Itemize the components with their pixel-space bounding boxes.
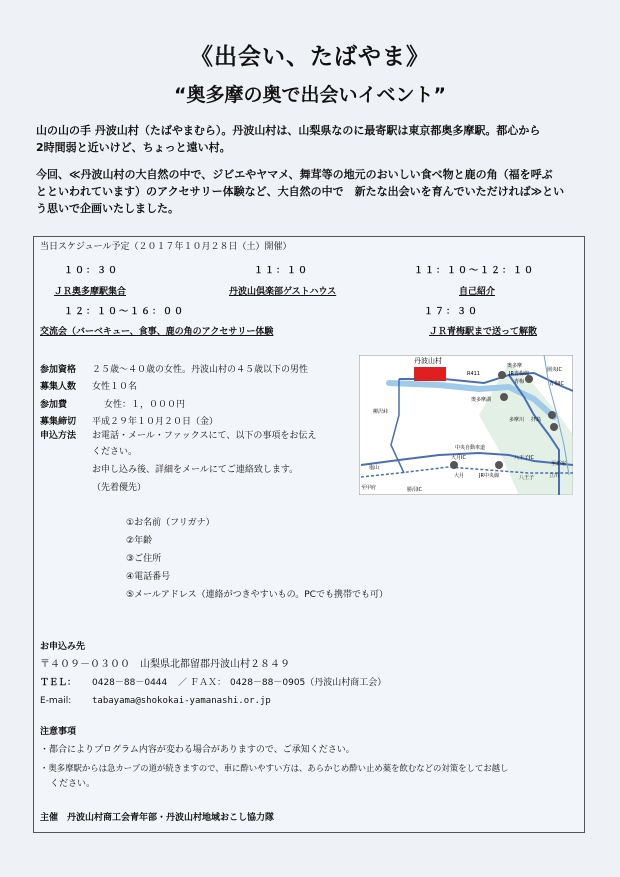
intro-paragraph-2 xyxy=(36,166,596,217)
application-method-label: 申込方法 xyxy=(40,431,77,441)
schedule-place-3: 自己紹介 xyxy=(459,287,496,297)
required-item-age: ②年齢 xyxy=(126,536,153,546)
map-label: 拝島 xyxy=(531,417,542,423)
map-station-okutama xyxy=(498,371,506,379)
deadline-label: 募集締切 xyxy=(40,417,77,427)
schedule-place-5: ＪＲ青梅駅まで送って解散 xyxy=(429,327,538,337)
intro-line: 山の山の手 丹波山村（たばやまむら）。丹波山村は、山梨県なのに最寄駅は東京都奥多摩駅。都心から xyxy=(36,124,541,137)
note-2-cont: ください。 xyxy=(50,779,96,789)
required-item-phone: ④電話番号 xyxy=(126,572,171,582)
organizer: 主催 丹波山村商工会青年部・丹波山村地域おこし協力隊 xyxy=(40,813,275,823)
deadline-row xyxy=(40,415,218,429)
fee-row xyxy=(40,398,185,412)
schedule-place-4: 交流会（バーベキュー、食事、鹿の角のアクセサリー体験 xyxy=(40,327,274,337)
note-1: ・都合によりプログラム内容が変わる場合がありますので、ご承知ください。 xyxy=(40,745,355,755)
deadline-value: 平成２９年１０月２０日（金） xyxy=(92,417,219,427)
schedule-time-1: １０：３０ xyxy=(64,266,120,276)
contact-address: 〒４０９－０３００ 山梨県北都留郡丹波山村２８４９ xyxy=(40,659,290,670)
intro-line: う思いで企画いたしました。 xyxy=(36,202,179,215)
capacity-row xyxy=(40,380,137,394)
map-station-otsuki xyxy=(450,461,458,469)
map-label: 奥多摩 xyxy=(507,363,523,369)
map-label: 青梅IC xyxy=(549,381,564,387)
map-label: 八王子 xyxy=(519,475,535,481)
map-label: 立川 xyxy=(549,473,560,479)
required-item-email: ⑤メールアドレス（連絡がつきやすいもの。PCでも携帯でも可） xyxy=(126,590,388,600)
application-method-line: （先着優先） xyxy=(92,483,147,493)
map-label: 中央自動車道 xyxy=(455,445,486,451)
schedule-time-4: １２：１０～１６：００ xyxy=(64,307,186,317)
contact-tel-fax xyxy=(40,676,386,690)
map-label: 圏央IC xyxy=(547,367,562,373)
tel-value: 0428－88－0444 xyxy=(92,678,168,688)
fax-value: 0428－88－0905（丹波山村商工会） xyxy=(230,678,387,688)
map-label: 至新宿 xyxy=(551,461,567,467)
intro-line: 今回、≪丹波山村の大自然の中で、ジビエやヤマメ、舞茸等の地元のおいしい食べ物と鹿の角（福を呼ぶ xyxy=(36,168,553,181)
email-label: E-mail: xyxy=(40,696,72,706)
event-title: 《出会い、たばやま》 xyxy=(190,44,430,70)
map-label: R411 xyxy=(467,371,481,377)
contact-email xyxy=(40,694,271,708)
map-label: 柳沢峠 xyxy=(373,409,389,415)
notes-heading: 注意事項 xyxy=(40,727,77,737)
capacity-value: 女性１０名 xyxy=(92,382,138,392)
event-details-box xyxy=(33,236,585,833)
map-label: 八王子IC xyxy=(514,455,534,461)
event-subtitle: “奥多摩の奥で出会いイベント” xyxy=(174,84,446,106)
fee-label: 参加費 xyxy=(40,400,68,410)
schedule-place-1: ＪＲ奥多摩駅集合 xyxy=(54,287,127,297)
schedule-place-2: 丹波山倶楽部ゲストハウス xyxy=(229,287,337,297)
schedule-time-3: １１：１０～１２：１０ xyxy=(414,266,536,276)
map-label: 大月IC xyxy=(451,455,466,461)
schedule-heading: 当日スケジュール予定（２０１７年１０月２８日（土）開催） xyxy=(40,242,292,252)
schedule-time-5: １７：３０ xyxy=(424,307,480,317)
map-label: JR中央線 xyxy=(479,473,499,479)
qualification-label: 参加資格 xyxy=(40,365,77,375)
map-label: 丹波山村 xyxy=(414,357,442,365)
access-map xyxy=(359,355,573,495)
map-label: JR青梅線 xyxy=(509,371,529,377)
required-item-name: ①お名前（フリガナ） xyxy=(126,518,215,528)
map-station-tachikawa xyxy=(550,423,558,431)
note-2: ・奥多摩駅からは急カーブの道が続きますので、車に酔いやすい方は、あらかじめ酔い止め薬を飲むなどの対策をしてお越し xyxy=(40,763,509,773)
map-station-hachioji xyxy=(495,461,503,469)
qualification-value: ２５歳～４０歳の女性。丹波山村の４５歳以下の男性 xyxy=(92,365,309,375)
application-method-line: お申し込み後、詳細をメールにてご連絡致します。 xyxy=(92,465,299,475)
intro-line: とといわれています）のアクセサリー体験など、大自然の中で 新たな出会いを育んでいただければ≫とい xyxy=(36,185,565,198)
map-label: 青梅 xyxy=(514,379,525,385)
application-method-line: ください。 xyxy=(92,447,138,457)
map-label: 奥多摩湖 xyxy=(471,397,492,403)
schedule-time-2: １１：１０ xyxy=(254,266,310,276)
qualification-row xyxy=(40,363,308,377)
fax-label: ／ ＦＡＸ： xyxy=(178,678,227,688)
map-label: 多摩川 xyxy=(509,417,525,423)
application-method-line: お電話・メール・ファックスにて、以下の事項をお伝え xyxy=(92,431,317,441)
map-label: 至甲府 xyxy=(361,485,377,491)
required-item-address: ③ご住所 xyxy=(126,554,162,564)
capacity-label: 募集人数 xyxy=(40,382,77,392)
map-label: 塩山 xyxy=(369,465,380,471)
fee-value: 女性：１，０００円 xyxy=(104,400,186,410)
map-label: 大月 xyxy=(454,473,465,479)
map-station-haijima xyxy=(548,411,556,419)
intro-paragraph-1 xyxy=(36,122,596,156)
application-method-row xyxy=(40,429,316,443)
intro-line: 2時間弱と近いけど、ちょっと遠い村。 xyxy=(36,141,231,154)
map-marker-lake xyxy=(500,393,508,401)
map-label: 勝沼IC xyxy=(407,487,422,493)
contact-heading: お申込み先 xyxy=(40,642,86,652)
tel-label: ＴＥＬ： xyxy=(40,678,77,688)
map-pin-tabayama xyxy=(414,367,446,381)
email-value: tabayama@shokokai-yamanashi.or.jp xyxy=(92,696,271,706)
